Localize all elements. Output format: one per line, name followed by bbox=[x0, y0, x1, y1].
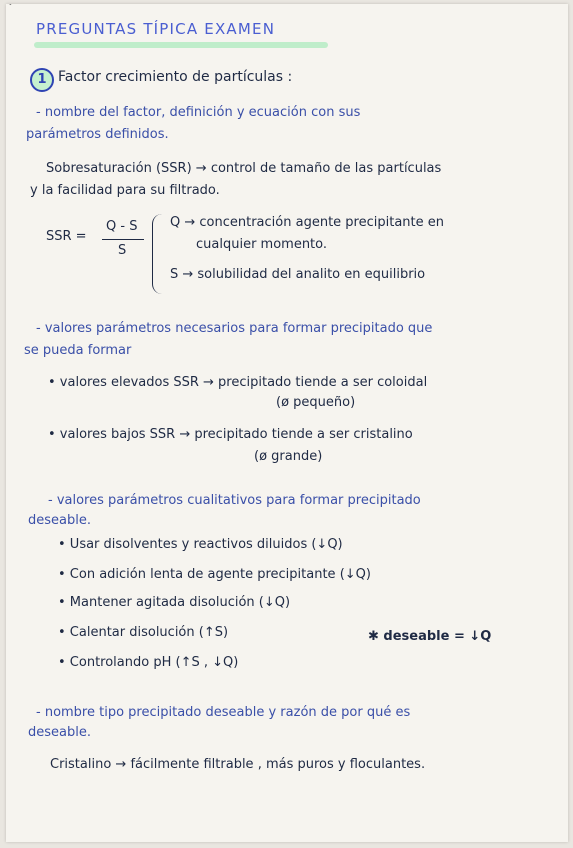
question-2-line-1: - valores parámetros necesarios para formar precipitado que bbox=[36, 321, 433, 336]
question-4-line-2: deseable. bbox=[28, 725, 91, 740]
curly-brace bbox=[152, 214, 165, 294]
qualitative-bullet-2: • Con adición lenta de agente precipitante (↓Q) bbox=[58, 567, 371, 582]
section-number-badge: 1 bbox=[30, 68, 54, 92]
question-3-line-1: - valores parámetros cualitativos para formar precipitado bbox=[48, 493, 421, 508]
q-definition-line-1: Q → concentración agente precipitante en bbox=[170, 215, 444, 230]
pencil-stroke bbox=[9, 4, 34, 5]
notebook-page bbox=[6, 4, 568, 842]
page-title: PREGUNTAS TÍPICA EXAMEN bbox=[36, 20, 276, 38]
s-definition: S → solubilidad del analito en equilibrio bbox=[170, 267, 426, 282]
question-3-line-2: deseable. bbox=[28, 513, 91, 528]
question-1-line-2: parámetros definidos. bbox=[26, 127, 169, 142]
equation-denominator: S bbox=[118, 243, 127, 258]
equation-lhs: SSR = bbox=[46, 229, 87, 244]
qualitative-bullet-5: • Controlando pH (↑S , ↓Q) bbox=[58, 655, 239, 670]
bullet-high-ssr-line-2: (ø pequeño) bbox=[276, 395, 356, 410]
deseable-note: ✱ deseable = ↓Q bbox=[368, 629, 492, 644]
question-2-line-2: se pueda formar bbox=[24, 343, 132, 358]
bullet-low-ssr-line-2: (ø grande) bbox=[254, 449, 323, 464]
equation-numerator: Q - S bbox=[106, 219, 138, 234]
question-1-line-1: - nombre del factor, definición y ecuación con sus bbox=[36, 105, 361, 120]
bullet-low-ssr-line-1: • valores bajos SSR → precipitado tiende a ser cristalino bbox=[48, 427, 413, 442]
section-heading: Factor crecimiento de partículas : bbox=[58, 69, 293, 85]
definition-line-2: y la facilidad para su filtrado. bbox=[30, 183, 220, 198]
q-definition-line-2: cualquier momento. bbox=[196, 237, 328, 252]
bullet-high-ssr-line-1: • valores elevados SSR → precipitado tiende a ser coloidal bbox=[48, 375, 428, 390]
qualitative-bullet-3: • Mantener agitada disolución (↓Q) bbox=[58, 595, 291, 610]
answer-line: Cristalino → fácilmente filtrable , más puros y floculantes. bbox=[50, 757, 426, 772]
definition-line-1: Sobresaturación (SSR) → control de tamaño de las partículas bbox=[46, 161, 442, 176]
title-highlight bbox=[34, 42, 328, 48]
qualitative-bullet-4: • Calentar disolución (↑S) bbox=[58, 625, 229, 640]
qualitative-bullet-1: • Usar disolventes y reactivos diluidos (↓Q) bbox=[58, 537, 343, 552]
question-4-line-1: - nombre tipo precipitado deseable y razón de por qué es bbox=[36, 705, 411, 720]
